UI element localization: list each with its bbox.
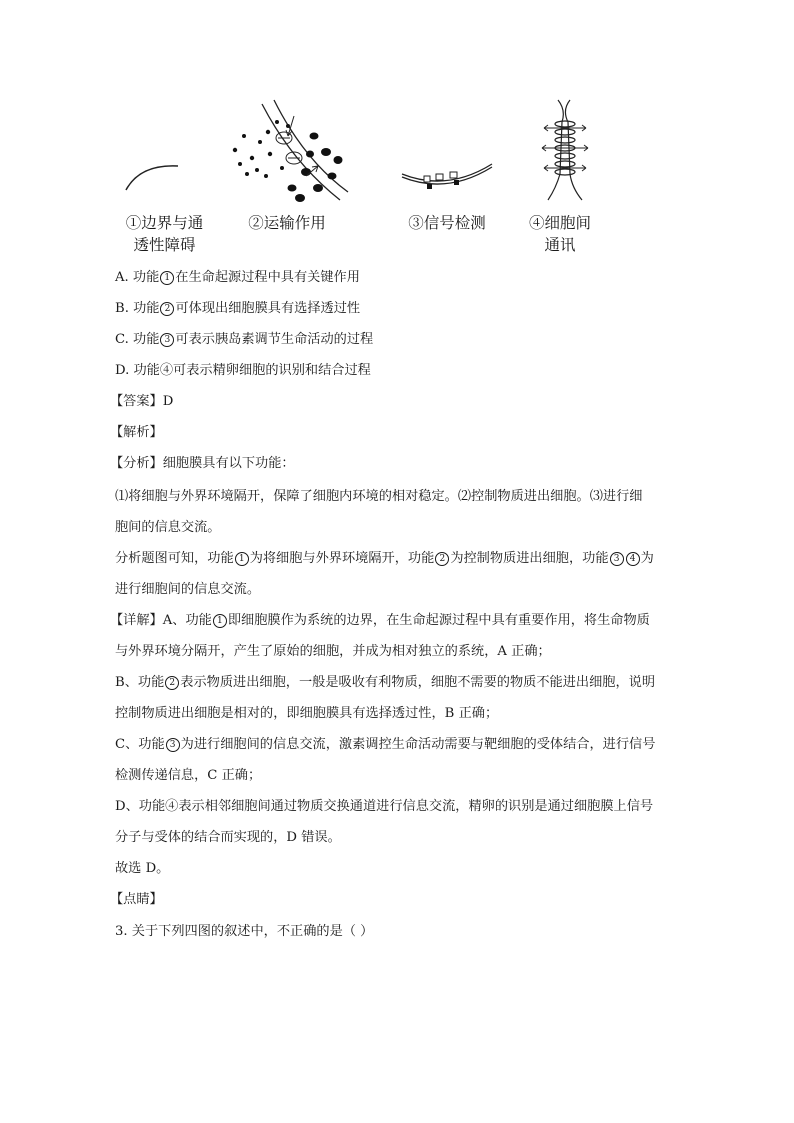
option-c: C. 功能 3 可表示胰岛素调节生命活动的过程 (115, 332, 374, 347)
cell-communication-drawing (522, 92, 622, 207)
circled-number-2: 2 (160, 302, 174, 316)
transport-drawing (222, 92, 352, 207)
detail-c-line2: 检测传递信息，C 正确； (115, 768, 262, 783)
panel-boundary (112, 92, 217, 262)
circled-number-3: 3 (160, 333, 174, 347)
choose-line: 故选 D。 (115, 861, 170, 876)
detail-b-line1: B、功能 2 表示物质进出细胞，一般是吸收有利物质，细胞不需要的物质不能进出细胞，说明 (115, 675, 656, 690)
panel-signal (392, 92, 502, 262)
answer-line: 【答案】D (110, 394, 174, 409)
option-a: A. 功能 1 在生命起源过程中具有关键作用 (115, 270, 360, 285)
analysis-heading: 【解析】 (110, 425, 163, 440)
detail-d-line2: 分子与受体的结合而实现的，D 错误。 (115, 830, 341, 845)
panel-transport (222, 92, 352, 262)
answer-value: D (162, 394, 174, 409)
detail-b-line2: 控制物质进出细胞是相对的，即细胞膜具有选择透过性，B 正确； (115, 706, 499, 721)
panel-communication-caption: ④细胞间 通讯 (528, 214, 591, 254)
panel-transport-caption: ②运输作用 (248, 214, 326, 232)
circled-number-1: 1 (160, 271, 174, 285)
membrane-function-figure (112, 92, 632, 262)
detail-a-line1: 【详解】A、功能 1 即细胞膜作为系统的边界，在生命起源过程中具有重要作用，将生命物质 (110, 613, 650, 628)
option-b: B. 功能 2 可体现出细胞膜具有选择透过性 (115, 301, 361, 316)
panel-boundary-caption: ①边界与通 透性障碍 (125, 214, 204, 254)
para2-line2: 进行细胞间的信息交流。 (115, 582, 261, 597)
para1-line1: ⑴将细胞与外界环境隔开，保障了细胞内环境的相对稳定。⑵控制物质进出细胞。⑶进行细 (115, 489, 643, 504)
dianjing-heading: 【点睛】 (110, 892, 163, 907)
panel-signal-caption: ③信号检测 (408, 214, 486, 232)
detail-a-line2: 与外界环境分隔开，产生了原始的细胞，并成为相对独立的系统，A 正确； (115, 644, 551, 659)
para1-line2: 胞间的信息交流。 (115, 520, 221, 535)
boundary-membrane-drawing (112, 92, 217, 202)
detail-c-line1: C、功能 3 为进行细胞间的信息交流，激素调控生命活动需要与靶细胞的受体结合，进行信号 (115, 737, 656, 752)
signal-detection-drawing (392, 92, 502, 202)
detail-d-line1: D、功能④表示相邻细胞间通过物质交换通道进行信息交流，精卵的识别是通过细胞膜上信号 (115, 799, 654, 814)
para2-line1: 分析题图可知，功能 1 为将细胞与外界环境隔开，功能 2 为控制物质进出细胞，功能 3 4 为 (115, 551, 654, 566)
option-d: D. 功能④可表示精卵细胞的识别和结合过程 (115, 363, 371, 378)
fenxi-line: 【分析】细胞膜具有以下功能： (110, 456, 295, 471)
panel-communication (522, 92, 622, 262)
question-3: 3. 关于下列四图的叙述中，不正确的是（ ） (115, 924, 374, 939)
